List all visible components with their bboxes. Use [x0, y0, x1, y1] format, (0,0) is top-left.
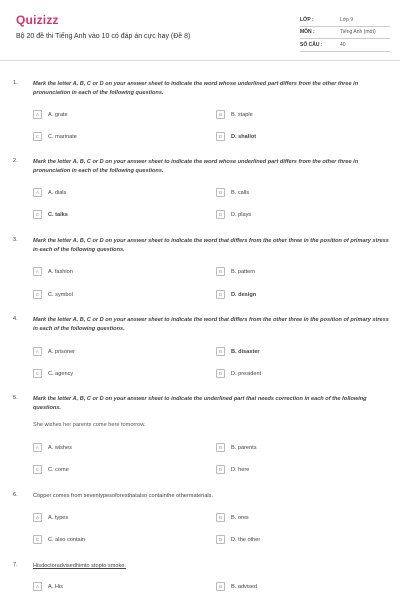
header-divider: [0, 60, 400, 61]
option-d[interactable]: [216, 369, 261, 378]
question-number: 5.: [13, 395, 18, 401]
question-instruction: Mark the letter A, B, C or D on your answer sheet to indicate the underlined part that needs correction in each of the following questions.: [33, 396, 367, 411]
meta-label: LỚP :: [300, 16, 314, 23]
meta-row-class: [300, 14, 390, 27]
question-instruction: Mark the letter A, B, C or D on your answer sheet to indicate the word that differs from the other three in the position of primary stress in each of the following questions.: [33, 238, 389, 253]
option-text: C. symbol: [48, 291, 73, 298]
option-b[interactable]: [216, 443, 257, 452]
option-d[interactable]: [216, 535, 260, 544]
question-number: 7.: [13, 562, 18, 568]
option-text: D. the other: [231, 536, 261, 543]
question-sentence: Hisdoctoradvisedhimto stopto smoke.: [33, 563, 126, 569]
option-letter-box: B: [216, 188, 225, 197]
option-text: B. pattern: [231, 268, 256, 275]
question-number: 4.: [13, 316, 18, 322]
document-title: Bộ 20 đề thi Tiếng Anh vào 10 có đáp án cực hay (Đề 8): [16, 33, 191, 40]
question-number: 3.: [13, 237, 18, 243]
option-letter-box: B: [216, 582, 225, 591]
meta-label: SỐ CÂU :: [300, 41, 323, 48]
question-number: 1.: [13, 80, 18, 86]
option-a[interactable]: [33, 267, 73, 276]
option-text: A. fashion: [48, 268, 73, 275]
option-text: D. president: [231, 370, 262, 377]
option-letter-box: A: [33, 443, 42, 452]
option-c[interactable]: [33, 210, 68, 219]
option-text: C. talks: [48, 211, 68, 218]
option-text: A. prisoner: [48, 348, 76, 355]
question-number: 6.: [13, 492, 18, 498]
option-text: B. advised: [231, 583, 258, 590]
option-text: D. shallot: [231, 133, 257, 140]
option-text: C. also contain: [48, 536, 86, 543]
option-letter-box: C: [33, 369, 42, 378]
option-text: A. grate: [48, 111, 68, 118]
option-letter-box: B: [216, 443, 225, 452]
meta-value: Lớp 9: [340, 16, 354, 23]
meta-value: 40: [340, 41, 346, 48]
meta-table: [300, 14, 390, 52]
option-text: A. His: [48, 583, 63, 590]
option-letter-box: D: [216, 290, 225, 299]
option-a[interactable]: [33, 443, 72, 452]
option-text: B. ores: [231, 514, 249, 521]
option-c[interactable]: [33, 369, 73, 378]
option-a[interactable]: [33, 188, 66, 197]
option-d[interactable]: [216, 210, 251, 219]
option-b[interactable]: [216, 513, 249, 522]
quizizz-logo: Quizizz: [16, 13, 59, 27]
option-text: A. types: [48, 514, 69, 521]
meta-value: Tiếng Anh (mới): [340, 29, 376, 36]
meta-label: MÔN :: [300, 29, 315, 36]
option-letter-box: D: [216, 369, 225, 378]
question-instruction: Mark the letter A, B, C or D on your answer sheet to indicate the word whose underlined part differs from the other three in pronunciation in each of the following questions.: [33, 81, 359, 96]
option-text: B. parents: [231, 444, 257, 451]
option-text: D. here: [231, 466, 250, 473]
option-letter-box: A: [33, 513, 42, 522]
option-letter-box: B: [216, 110, 225, 119]
option-letter-box: A: [33, 347, 42, 356]
option-d[interactable]: [216, 132, 256, 141]
question-instruction: Mark the letter A, B, C or D on your answer sheet to indicate the word that differs from the other three in the position of primary stress in each of the following questions.: [33, 317, 389, 332]
option-b[interactable]: [216, 188, 249, 197]
option-letter-box: A: [33, 110, 42, 119]
option-letter-box: D: [216, 132, 225, 141]
option-text: A. wishes: [48, 444, 72, 451]
option-text: C. come: [48, 466, 69, 473]
option-letter-box: C: [33, 465, 42, 474]
question-number: 2.: [13, 158, 18, 164]
option-letter-box: C: [33, 132, 42, 141]
option-a[interactable]: [33, 347, 75, 356]
option-letter-box: D: [216, 210, 225, 219]
option-d[interactable]: [216, 465, 249, 474]
option-letter-box: C: [33, 210, 42, 219]
question-instruction: Mark the letter A, B, C or D on your answer sheet to indicate the word whose underlined part differs from the other three in pronunciation in each of the following questions.: [33, 159, 359, 174]
meta-row-subject: [300, 27, 390, 40]
option-letter-box: B: [216, 267, 225, 276]
option-b[interactable]: [216, 582, 257, 591]
option-text: C. agency: [48, 370, 74, 377]
option-a[interactable]: [33, 582, 63, 591]
question-sentence: Copper comes from seventypesoforesthatalso containthe othermaterials.: [33, 493, 214, 499]
option-text: C. marinate: [48, 133, 77, 140]
option-c[interactable]: [33, 535, 85, 544]
option-text: B. calls: [231, 189, 250, 196]
option-letter-box: A: [33, 188, 42, 197]
option-letter-box: B: [216, 347, 225, 356]
option-b[interactable]: [216, 110, 253, 119]
option-c[interactable]: [33, 465, 69, 474]
option-a[interactable]: [33, 110, 68, 119]
option-b[interactable]: [216, 347, 260, 356]
option-letter-box: A: [33, 582, 42, 591]
option-text: D. design: [231, 291, 257, 298]
option-c[interactable]: [33, 290, 73, 299]
option-text: A. dials: [48, 189, 67, 196]
option-d[interactable]: [216, 290, 256, 299]
option-letter-box: B: [216, 513, 225, 522]
meta-row-count: [300, 39, 390, 52]
option-text: B. staple: [231, 111, 253, 118]
option-letter-box: D: [216, 465, 225, 474]
option-letter-box: A: [33, 267, 42, 276]
option-letter-box: D: [216, 535, 225, 544]
option-letter-box: C: [33, 535, 42, 544]
option-c[interactable]: [33, 132, 77, 141]
option-a[interactable]: [33, 513, 68, 522]
option-b[interactable]: [216, 267, 255, 276]
question-sentence: She wishes her parents come here tomorrow.: [33, 422, 146, 428]
option-text: B. disaster: [231, 348, 260, 355]
option-text: D. plays: [231, 211, 252, 218]
option-letter-box: C: [33, 290, 42, 299]
